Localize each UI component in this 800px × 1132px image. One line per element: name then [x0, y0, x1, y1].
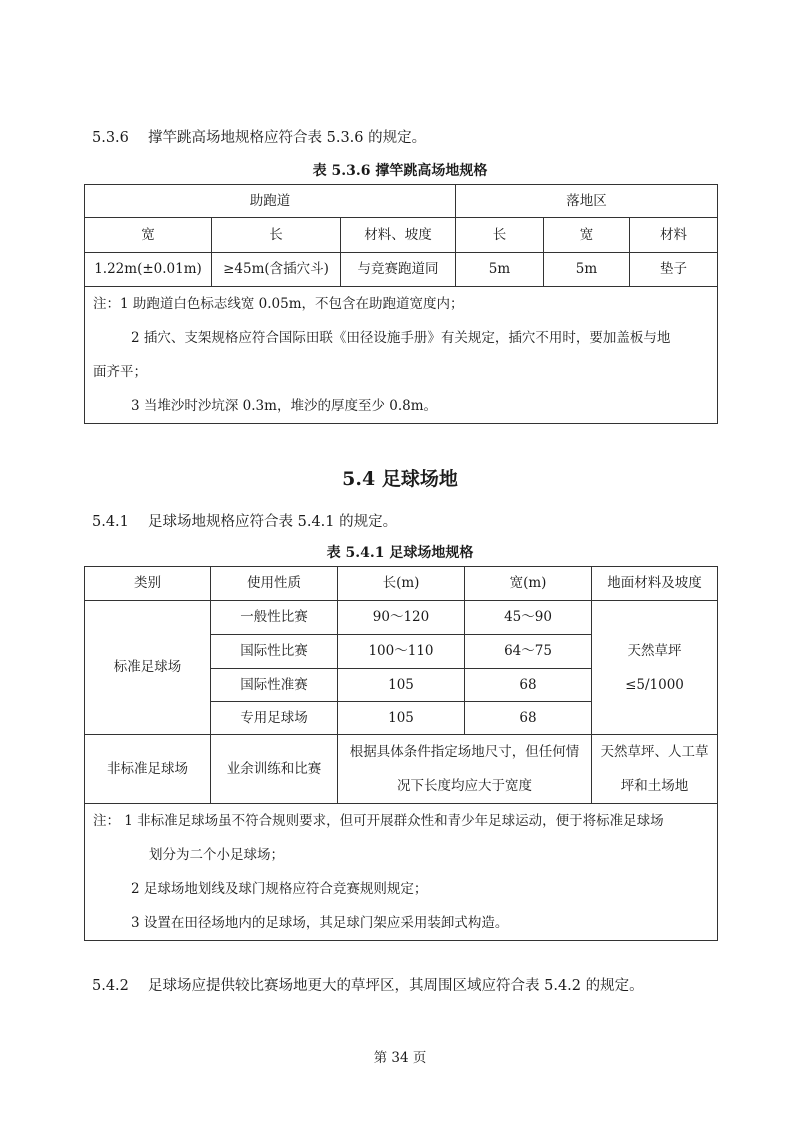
- clause-5-4-2: [92, 974, 644, 995]
- clause-number: 5.3.6: [92, 130, 129, 146]
- surface-line: 坪和土场地: [620, 778, 689, 794]
- header-cell: 宽: [85, 218, 212, 253]
- surface-line: 天然草坪、人工草: [600, 744, 709, 760]
- header-cell: 材料: [630, 218, 718, 253]
- pole-vault-spec-table: [84, 184, 718, 424]
- use-cell: 专用足球场: [211, 702, 338, 735]
- table-notes: [85, 287, 718, 424]
- use-cell: 国际性准赛: [211, 669, 338, 702]
- table-caption-5-4-1: 表 5.4.1 足球场地规格: [326, 545, 474, 561]
- header-cell: 宽: [544, 218, 630, 253]
- size-line: 根据具体条件指定场地尺寸，但任何情: [349, 744, 580, 760]
- nonstandard-field-label: 非标准足球场: [85, 735, 211, 804]
- length-cell: 105: [338, 669, 465, 702]
- table-cell: 垫子: [630, 253, 718, 287]
- table-cell: 5m: [544, 253, 630, 287]
- length-cell: 105: [338, 702, 465, 735]
- header-cell: 材料、坡度: [341, 218, 456, 253]
- header-cell: 长: [456, 218, 544, 253]
- table-cell: ≥45m(含插穴斗): [212, 253, 341, 287]
- size-line: 况下长度均应大于宽度: [397, 778, 532, 794]
- clause-text: 足球场地规格应符合表 5.4.1 的规定。: [148, 514, 398, 530]
- table-cell: 5m: [456, 253, 544, 287]
- note-line: 2 插穴、支架规格应符合国际田联《田径设施手册》有关规定，插穴不用时，要加盖板与地: [131, 330, 671, 346]
- header-cell: 使用性质: [211, 567, 338, 601]
- clause-5-4-1: [92, 510, 397, 531]
- section-title: 5.4 足球场地: [342, 468, 458, 490]
- page-number: 第 34 页: [373, 1050, 427, 1066]
- note-line: 划分为二个小足球场；: [149, 847, 284, 863]
- width-cell: 45～90: [465, 601, 592, 635]
- table-caption-5-3-6: 表 5.3.6 撑竿跳高场地规格: [312, 163, 488, 179]
- clause-text: 足球场应提供较比赛场地更大的草坪区，其周围区域应符合表 5.4.2 的规定。: [148, 978, 644, 994]
- note-line: 注： 1 非标准足球场虽不符合规则要求，但可开展群众性和青少年足球运动，便于将标准足球场: [93, 813, 664, 829]
- note-line: 面齐平；: [93, 364, 147, 380]
- surface-cell: [592, 735, 718, 804]
- length-cell: 90～120: [338, 601, 465, 635]
- header-cell: 宽(m): [465, 567, 592, 601]
- header-cell: 地面材料及坡度: [592, 567, 718, 601]
- table-cell: 1.22m(±0.01m): [85, 253, 212, 287]
- header-landing-area: 落地区: [456, 185, 718, 218]
- surface-line: ≤5/1000: [625, 676, 684, 693]
- surface-line: 天然草坪: [627, 642, 682, 659]
- clause-number: 5.4.2: [92, 978, 129, 994]
- note-line: 2 足球场地划线及球门规格应符合竞赛规则规定；: [131, 881, 428, 897]
- note-line: 3 设置在田径场地内的足球场，其足球门架应采用装卸式构造。: [131, 915, 509, 931]
- clause-number: 5.4.1: [92, 514, 129, 530]
- football-field-spec-table: [84, 566, 718, 941]
- use-cell: 业余训练和比赛: [211, 735, 338, 804]
- table-cell: 与竞赛跑道同: [341, 253, 456, 287]
- note-line: 3 当堆沙时沙坑深 0.3m，堆沙的厚度至少 0.8m。: [131, 398, 438, 414]
- width-cell: 68: [465, 702, 592, 735]
- clause-text: 撑竿跳高场地规格应符合表 5.3.6 的规定。: [148, 130, 427, 146]
- use-cell: 国际性比赛: [211, 635, 338, 669]
- header-cell: 类别: [85, 567, 211, 601]
- standard-field-label: 标准足球场: [85, 601, 211, 735]
- width-cell: 68: [465, 669, 592, 702]
- header-cell: 长(m): [338, 567, 465, 601]
- table-notes: [85, 804, 718, 941]
- header-runway: 助跑道: [85, 185, 456, 218]
- header-cell: 长: [212, 218, 341, 253]
- clause-5-3-6: [92, 126, 426, 147]
- use-cell: 一般性比赛: [211, 601, 338, 635]
- standard-surface-cell: [592, 601, 718, 735]
- length-cell: 100～110: [338, 635, 465, 669]
- width-cell: 64～75: [465, 635, 592, 669]
- size-cell: [338, 735, 592, 804]
- note-line: 注：1 助跑道白色标志线宽 0.05m，不包含在助跑道宽度内；: [93, 296, 464, 312]
